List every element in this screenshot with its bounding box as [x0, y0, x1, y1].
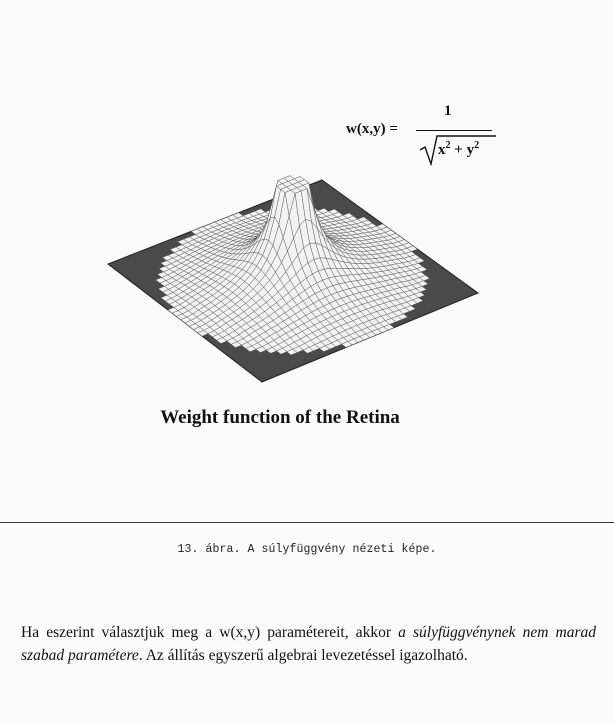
exp-y: 2 [474, 140, 480, 151]
figure-caption: 13. ábra. A súlyfüggvény nézeti képe. [177, 543, 437, 556]
formula-lhs: w(x,y) = [346, 121, 398, 137]
formula-radicand [438, 142, 479, 159]
fraction-bar [416, 130, 492, 131]
formula-numerator: 1 [444, 103, 452, 119]
paragraph-italic: a súlyfüggvénynek nem marad szabad paramétere [21, 624, 596, 664]
plus-sign: + [450, 142, 467, 158]
body-paragraph [21, 622, 596, 667]
var-y: y [466, 142, 475, 158]
exp-x: 2 [445, 140, 451, 151]
figure-title: Weight function of the Retina [160, 407, 400, 428]
paragraph-part-2: . Az állítás egyszerű algebrai levezetéssel igazolható. [138, 646, 468, 664]
formula-denominator [416, 134, 496, 164]
paragraph-part-1: Ha eszerint választjuk meg a w(x,y) paramétereit, akkor [21, 624, 399, 641]
var-x: x [438, 142, 446, 158]
section-divider [0, 522, 614, 523]
